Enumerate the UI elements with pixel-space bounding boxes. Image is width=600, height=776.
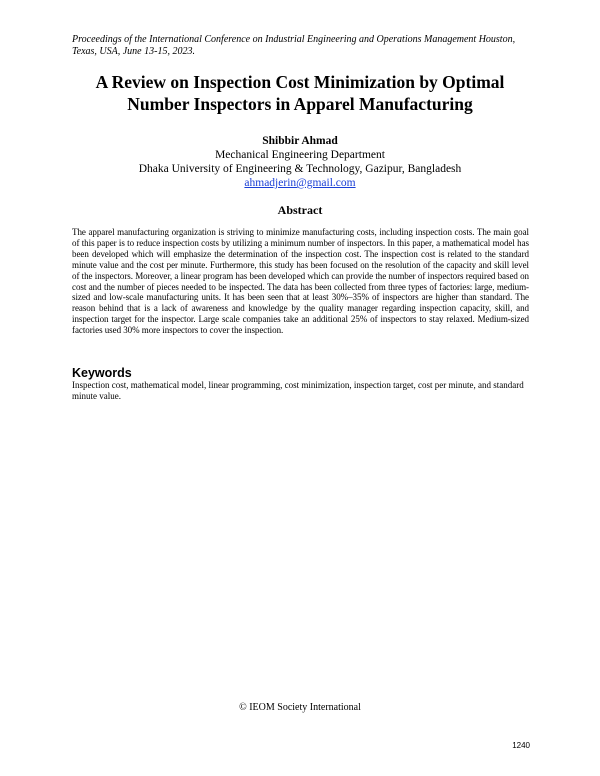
page-number: 1240 <box>512 741 530 750</box>
paper-title-line-1: A Review on Inspection Cost Minimization by Optimal <box>95 72 505 92</box>
abstract-heading: Abstract <box>277 203 323 217</box>
paper-title <box>50 71 550 115</box>
author-institution: Dhaka University of Engineering & Technology, Gazipur, Bangladesh <box>138 163 462 175</box>
proceedings-header: Proceedings of the International Conference on Industrial Engineering and Operations Management Houston, Texas, USA, June 13-15, 2023. <box>72 34 516 57</box>
keywords-text: Inspection cost, mathematical model, linear programming, cost minimization, inspection target, cost per minute, and standard minute value. <box>72 380 524 401</box>
author-block <box>60 134 540 190</box>
author-department: Mechanical Engineering Department <box>215 149 385 161</box>
author-email-link[interactable]: ahmadjerin@gmail.com <box>244 177 356 189</box>
author-name: Shibbir Ahmad <box>262 135 338 147</box>
keywords-heading: Keywords <box>72 366 132 380</box>
abstract-text: The apparel manufacturing organization is striving to minimize manufacturing costs, including inspection costs. The main goal of this paper is to reduce inspection costs by utilizing a minimum number of inspectors. In this paper, a mathematical model has been developed which will emphasize the determination of the inspection cost. The inspection cost is related to the standard minute value and the cost per minute. Furthermore, this study has been focused on the resolution of the capacity and skill level of the inspectors. Moreover, a linear program has been developed which can provide the number of inspectors required based on cost and the number of pieces needed to be inspected. The data has been collected from three types of factories: large, medium-sized and low-scale manufacturing units. It has been seen that at least 30%–35% of inspectors are higher than standard. The reason behind that is a lack of awareness and knowledge by the quality manager regarding inspection capacity, skill, and inspection target for the inspector. Large scale companies take an additional 25% of inspectors to stay relaxed. Medium-sized factories used 30% more inspectors to cover the inspection. <box>72 227 529 336</box>
copyright-footer: © IEOM Society International <box>239 702 361 713</box>
paper-title-line-2: Number Inspectors in Apparel Manufacturing <box>127 94 473 114</box>
